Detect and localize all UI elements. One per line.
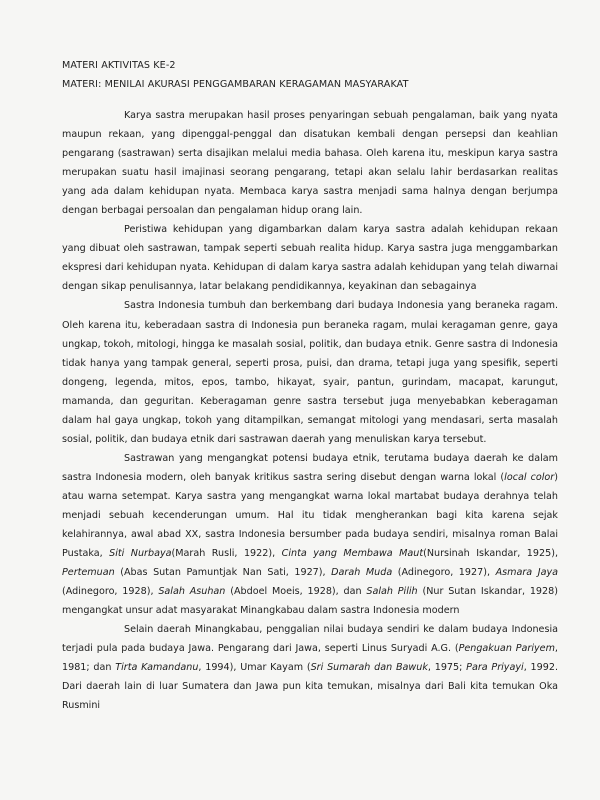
p5-text: , 1981; dan — [62, 643, 558, 674]
paragraph-4 — [62, 449, 558, 620]
paragraph-5 — [62, 620, 558, 715]
p4-text: (Abdoel Moeis, 1928), dan — [225, 586, 367, 598]
book-title: Pengakuan Pariyem — [458, 643, 555, 655]
book-title: Pertemuan — [62, 567, 115, 579]
paragraph-3: Sastra Indonesia tumbuh dan berkembang dari budaya Indonesia yang beraneka ragam. Oleh karena itu, keberadaan sastra di Indonesia pun beraneka ragam, mulai keragaman genre, gaya ungkap, tokoh, mitologi, hingga ke masalah sosial, politik, dan budaya etnik. Genre sastra di Indonesia tidak hanya yang tampak general, seperti prosa, puisi, dan drama, tetapi juga yang spesifik, seperti dongeng, legenda, mitos, epos, tambo, hikayat, syair, pantun, gurindam, macapat, karungut, mamanda, dan geguritan. Keberagaman genre sastra tersebut juga menyebabkan keberagaman dalam hal gaya ungkap, tokoh yang ditampilkan, semangat mitologi yang mendasari, serta masalah sosial, politik, dan budaya etnik dari sastrawan daerah yang menuliskan karya tersebut. — [62, 300, 558, 445]
p4-text: (Adinegoro, 1928), — [62, 586, 159, 598]
p4-italic: local color — [504, 471, 555, 483]
p4-text: Sastrawan yang mengangkat potensi budaya etnik, terutama budaya daerah ke dalam sastra Indonesia modern, oleh banyak kritikus sastra sering disebut dengan warna lokal ( — [62, 452, 558, 483]
book-title: Salah Asuhan — [158, 586, 226, 598]
p5-text: , 1992. Dari daerah lain di luar Sumatera dan Jawa pun kita temukan, misalnya dari Bali kita temukan Oka Rusmini — [62, 662, 559, 712]
p5-text: Selain daerah Minangkabau, penggalian nilai budaya sendiri ke dalam budaya Indonesia terjadi pula pada budaya Jawa. Pengarang dari Jawa, seperti Linus Suryadi A.G. ( — [62, 624, 558, 655]
material-title: MATERI: MENILAI AKURASI PENGGAMBARAN KERAGAMAN MASYARAKAT — [62, 79, 409, 90]
book-title: Salah Pilih — [366, 586, 418, 598]
p4-text: (Abas Sutan Pamuntjak Nan Sati, 1927), — [114, 567, 332, 579]
p4-text: (Marah Rusli, 1922), — [171, 548, 282, 560]
p5-text: , 1994), Umar Kayam ( — [198, 662, 311, 674]
book-title: Tirta Kamandanu — [115, 662, 199, 674]
book-title: Sri Sumarah dan Bawuk — [310, 662, 428, 674]
document-body — [62, 106, 558, 716]
p4-text: (Nur Sutan Iskandar, 1928) mengangkat unsur adat masyarakat Minangkabau dalam sastra Indonesia modern — [62, 586, 558, 617]
p4-text: ) atau warna setempat. Karya sastra yang mengangkat warna lokal martabat budaya derahnya telah menjadi sebuah kecenderungan umum. Hal itu tidak mengherankan bagi kita karena sejak kelahirannya, awal abad XX, sastra Indonesia bersumber pada budaya sendiri, misalnya roman Balai Pustaka, — [62, 471, 558, 560]
book-title: Para Priyayi — [466, 662, 524, 674]
p4-text: (Nursinah Iskandar, 1925), — [423, 548, 559, 560]
book-title: Cinta yang Membawa Maut — [281, 548, 424, 560]
paragraph-2: Peristiwa kehidupan yang digambarkan dalam karya sastra adalah kehidupan rekaan yang dibuat oleh sastrawan, tampak seperti sebuah realita hidup. Karya sastra juga menggambarkan ekspresi dari kehidupan nyata. Kehidupan di dalam karya sastra adalah kehidupan yang telah diwarnai dengan sikap penulisannya, latar belakang pendidikannya, keyakinan dan sebagainya — [62, 224, 558, 293]
book-title: Siti Nurbaya — [109, 548, 172, 560]
p5-text: , 1975; — [427, 662, 467, 674]
activity-heading: MATERI AKTIVITAS KE-2 — [62, 60, 176, 71]
book-title: Darah Muda — [331, 567, 393, 579]
paragraph-1: Karya sastra merupakan hasil proses penyaringan sebuah pengalaman, baik yang nyata maupun rekaan, yang dipenggal-penggal dan disatukan kembali dengan persepsi dan keahlian pengarang (sastrawan) serta disajikan melalui media bahasa. Oleh karena itu, meskipun karya sastra merupakan suatu hasil imajinasi seorang pengarang, tetapi akan selalu lahir berdasarkan realitas yang ada dalam kehidupan nyata. Membaca karya sastra menjadi sama halnya dengan berjumpa dengan berbagai persoalan dan pengalaman hidup orang lain. — [62, 110, 558, 217]
p4-text: (Adinegoro, 1927), — [392, 567, 496, 579]
book-title: Asmara Jaya — [495, 567, 559, 579]
